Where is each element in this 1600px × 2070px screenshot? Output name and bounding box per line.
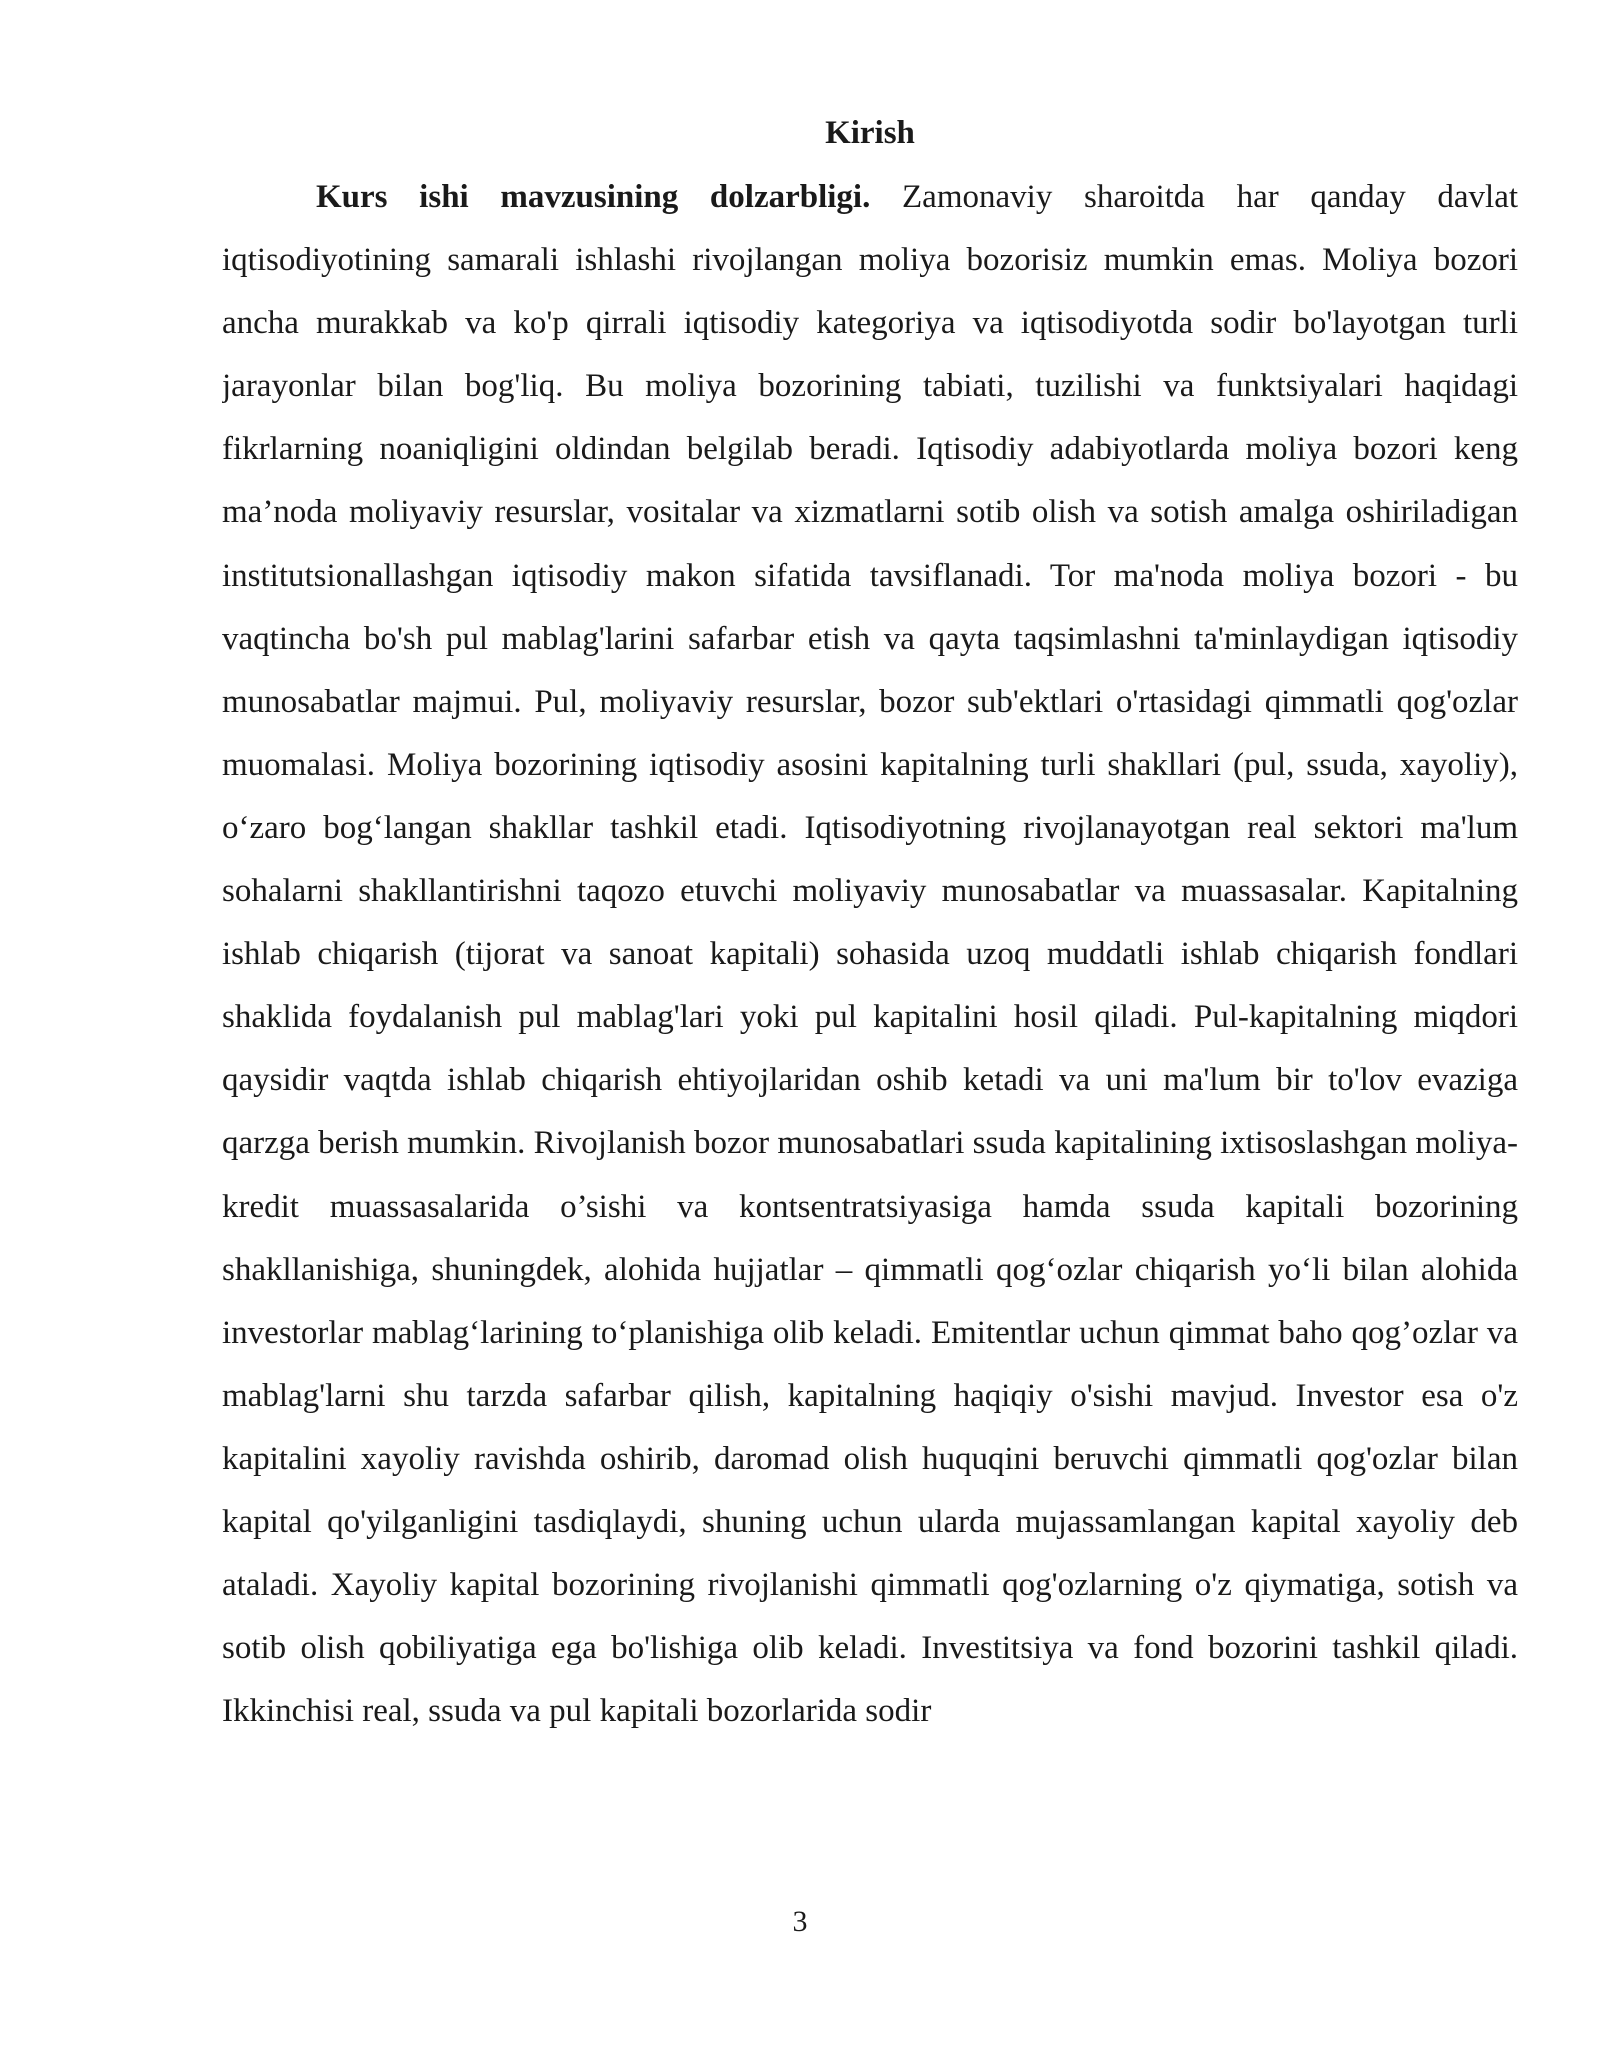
- page-number: 3: [792, 1905, 808, 1938]
- paragraph-text: Zamonaviy sharoitda har qanday davlat iqtisodiyotining samarali ishlashi rivojlangan moliya bozorisiz mumkin emas. Moliya bozori ancha murakkab va ko'p qirrali iqtisodiy kategoriya va iqtisodiyotda sodir bo'layotgan turli jarayonlar bilan bog'liq. Bu moliya bozorining tabiati, tuzilishi va funktsiyalari haqidagi fikrlarning noaniqligini oldindan belgilab beradi. Iqtisodiy adabiyotlarda moliya bozori keng ma’noda moliyaviy resurslar, vositalar va xizmatlarni sotib olish va sotish amalga oshiriladigan institutsionallashgan iqtisodiy makon sifatida tavsiflanadi. Tor ma'noda moliya bozori - bu vaqtincha bo'sh pul mablag'larini safarbar etish va qayta taqsimlashni ta'minlaydigan iqtisodiy munosabatlar majmui. Pul, moliyaviy resurslar, bozor sub'ektlari o'rtasidagi qimmatli qog'ozlar muomalasi. Moliya bozorining iqtisodiy asosini kapitalning turli shakllari (pul, ssuda, xayoliy), o‘zaro bog‘langan shakllar tashkil etadi. Iqtisodiyotning rivojlanayotgan real sektori ma'lum sohalarni shakllantirishni taqozo etuvchi moliyaviy munosabatlar va muassasalar. Kapitalning ishlab chiqarish (tijorat va sanoat kapitali) sohasida uzoq muddatli ishlab chiqarish fondlari shaklida foydalanish pul mablag'lari yoki pul kapitalini hosil qiladi. Pul-kapitalning miqdori qaysidir vaqtda ishlab chiqarish ehtiyojlaridan oshib ketadi va uni ma'lum bir to'lov evaziga qarzga berish mumkin. Rivojlanish bozor munosabatlari ssuda kapitalining ixtisoslashgan moliya-kredit muassasalarida o’sishi va kontsentratsiyasiga hamda ssuda kapitali bozorining shakllanishiga, shuningdek, alohida hujjatlar – qimmatli qog‘ozlar chiqarish yo‘li bilan alohida investorlar mablag‘larining to‘planishiga olib keladi. Emitentlar uchun qimmat baho qog’ozlar va mablag'larni shu tarzda safarbar qilish, kapitalning haqiqiy o'sishi mavjud. Investor esa o'z kapitalini xayoliy ravishda oshirib, daromad olish huquqini beruvchi qimmatli qog'ozlar bilan kapital qo'yilganligini tasdiqlaydi, shuning uchun ularda mujassamlangan kapital xayoliy deb ataladi. Xayoliy kapital bozorining rivojlanishi qimmatli qog'ozlarning o'z qiymatiga, sotish va sotib olish qobiliyatiga ega bo'lishiga olib keladi. Investitsiya va fond bozorini tashkil qiladi. Ikkinchisi real, ssuda va pul kapitali bozorlarida sodir: [222, 179, 1518, 1730]
- paragraph-lead: Kurs ishi mavzusining dolzarbligi.: [316, 179, 871, 215]
- section-title: Kirish: [825, 115, 915, 151]
- body-paragraph: [222, 166, 1518, 1930]
- page-content: [222, 106, 1518, 1930]
